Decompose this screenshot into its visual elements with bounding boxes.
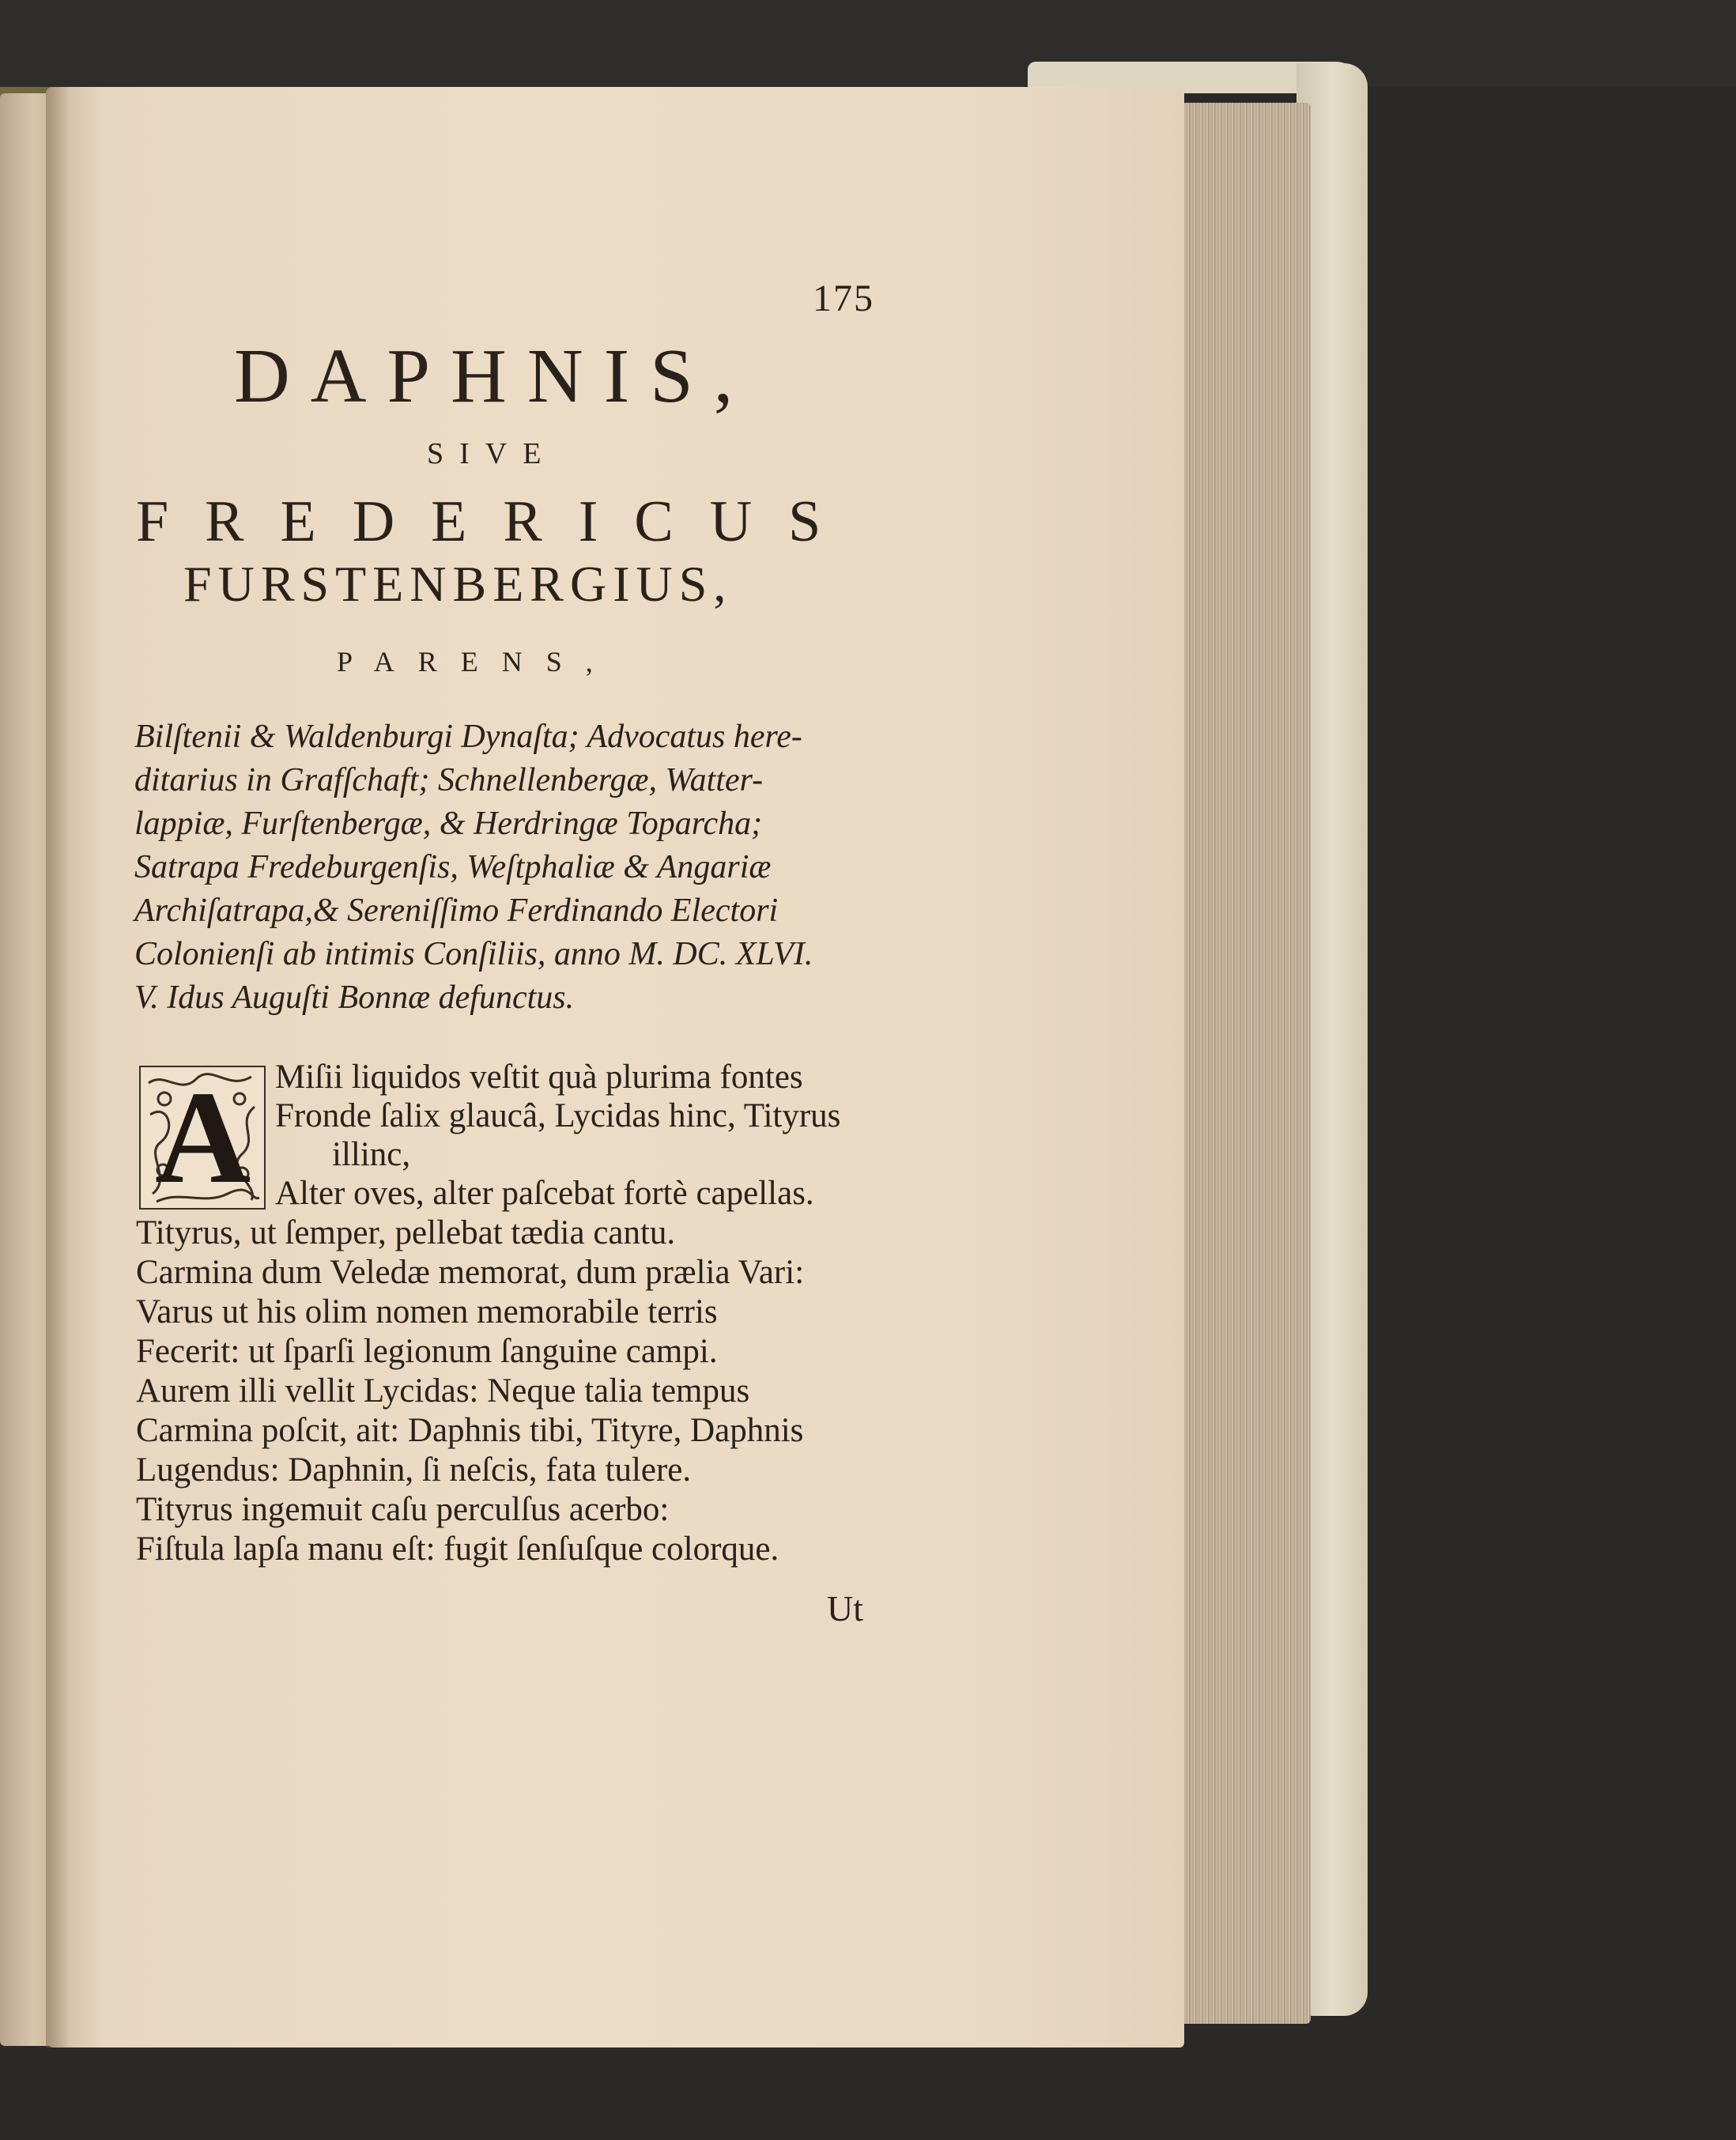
title-name-line2: FURSTENBERGIUS, [183,556,733,612]
poem-body [136,1213,804,1569]
poem-line: Carmina dum Veledæ memorat, dum prælia Vari: [136,1254,805,1291]
poem-opening [275,1058,840,1213]
poem-line: Fecerit: ut ſparſi legionum ſanguine campi. [136,1333,718,1370]
poem-line: Aurem illi vellit Lycidas: Neque talia tempus [136,1372,750,1410]
gutter-shadow [46,87,70,2048]
poem-line: Tityrus, ut ſemper, pellebat tædia cantu. [136,1214,676,1251]
drop-cap-letter: A [155,1064,251,1211]
title-main: DAPHNIS, [234,334,754,419]
biography-line: Bilſtenii & Waldenburgi Dynaſta; Advocatus here- [134,719,802,755]
poem-line: Fiſtula lapſa manu eſt: fugit ſenſuſque colorque. [136,1530,779,1568]
poem-line: Fronde ſalix glaucâ, Lycidas hinc, Tityrus [275,1097,841,1134]
poem-line: Alter oves, alter paſcebat fortè capellas. [275,1175,814,1212]
biography-line: V. Idus Auguſti Bonnæ defunctus. [134,979,575,1016]
background-top [0,0,1736,87]
catchword: Ut [827,1588,863,1629]
biography-line: Archiſatrapa,& Sereniſſimo Ferdinando Electori [134,893,779,929]
poem-line: Varus ut his olim nomen memorabile terris [136,1293,718,1330]
poem-line: Tityrus ingemuit caſu perculſus acerbo: [136,1491,670,1528]
biography-line: ditarius in Grafſchaft; Schnellenbergæ, Watter- [134,762,764,798]
page-edges [1176,103,1311,2024]
title-name-line1: FREDERICUS [136,489,858,554]
poem-line: Miſii liquidos veſtit quà plurima fontes [275,1059,803,1096]
poem-line: Lugendus: Daphnin, ſi neſcis, fata tulere. [136,1451,692,1489]
decorated-initial [139,1066,266,1210]
title-role: PARENS, [337,646,617,677]
biography-line: lappiæ, Furſtenbergæ, & Herdringæ Toparcha; [134,806,763,842]
title-connector: SIVE [427,437,557,470]
biography-line: Satrapa Fredeburgenſis, Weſtphaliæ & Angariæ [134,849,772,885]
biography-line: Colonienſi ab intimis Conſiliis, anno M. DC. XLVI. [134,936,813,972]
poem-line: illinc, [332,1136,411,1173]
poem-line: Carmina poſcit, ait: Daphnis tibi, Tityre, Daphnis [136,1412,804,1449]
biography-block [134,715,813,1020]
page-number: 175 [813,277,874,319]
